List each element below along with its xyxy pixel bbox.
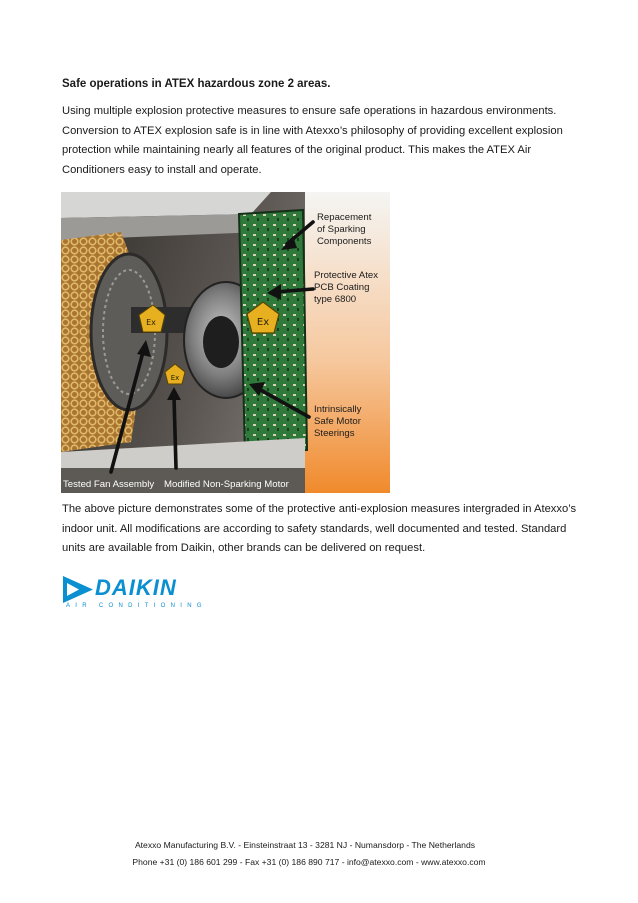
page-title: Safe operations in ATEX hazardous zone 2 areas. xyxy=(62,78,331,90)
annotation-motor-steering: Intrinsically Safe Motor Steerings xyxy=(314,404,362,439)
footer-address: Atexxo Manufacturing B.V. - Einsteinstraat 13 - 3281 NJ - Numansdorp - The Netherlands xyxy=(134,840,476,850)
caption-fan-assembly: Tested Fan Assembly xyxy=(63,479,155,490)
ex-mark-fan: Ex xyxy=(146,318,156,327)
footer-contact: Phone +31 (0) 186 601 299 - Fax +31 (0) 186 890 717 - info@atexxo.com - www.atexxo.com xyxy=(132,857,486,867)
unit-photo xyxy=(61,192,390,493)
annotation-pcb-coating: Protective Atex PCB Coating type 6800 xyxy=(314,270,378,305)
caption-motor: Modified Non-Sparking Motor xyxy=(164,479,289,490)
intro-paragraph: Using multiple explosion protective measures to ensure safe operations in hazardous environments. Conversion to ATEX explosion safe is in line with Atexxo’s philosophy of providing excellent explosion protection while maintaining nearly all features of the original product. This makes the ATEX Air Conditioners easy to install and operate. xyxy=(62,105,563,176)
logo-tagline: AIR CONDITIONING xyxy=(66,603,207,609)
logo-brand-name: DAIKIN xyxy=(95,575,177,600)
ex-mark-pcb: Ex xyxy=(256,317,270,328)
ex-mark-motor: Ex xyxy=(170,374,180,382)
daikin-logo xyxy=(63,574,207,612)
annotation-replacement: Repacement of Sparking Components xyxy=(317,212,372,247)
daikin-logo-icon xyxy=(63,576,93,603)
description-paragraph: The above picture demonstrates some of the protective anti-explosion measures intergraded in Atexxo’s indoor unit. All modifications are according to safety standards, well documented and tested. Standard units are available from Daikin, other brands can be delivered on request. xyxy=(62,503,577,554)
